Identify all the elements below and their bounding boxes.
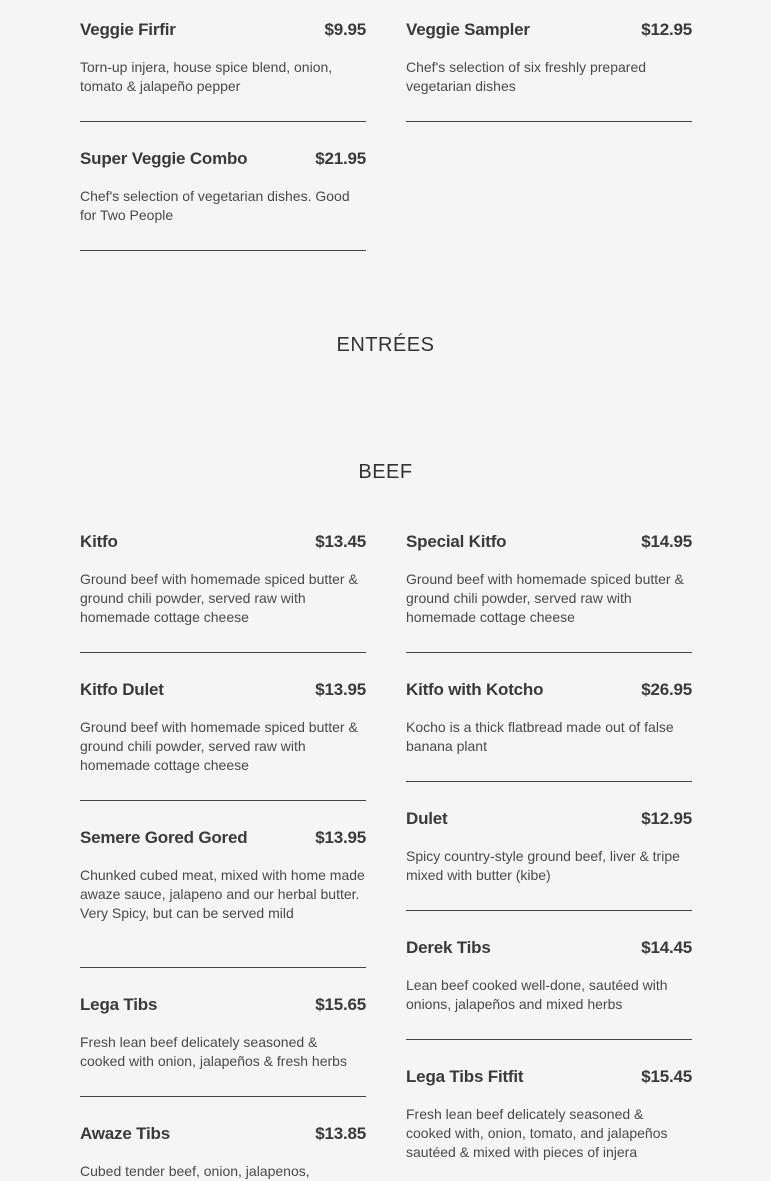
menu-item-lega-tibs — [80, 995, 366, 1097]
item-price: $13.85 — [315, 1124, 366, 1143]
item-name: Veggie Firfir — [80, 20, 176, 39]
item-price: $12.95 — [641, 809, 692, 828]
menu-item-dulet — [406, 809, 692, 911]
item-description: Chef's selection of six freshly prepared vegetarian dishes — [406, 59, 647, 94]
menu-item-veggie-sampler — [406, 20, 692, 122]
menu-item-veggie-firfir — [80, 20, 366, 122]
item-description: Torn-up injera, house spice blend, onion, tomato & jalapeño pepper — [80, 59, 333, 94]
item-price: $21.95 — [315, 149, 366, 168]
item-price: $9.95 — [324, 20, 366, 39]
item-name: Veggie Sampler — [406, 20, 530, 39]
item-name: Semere Gored Gored — [80, 828, 248, 847]
section-heading-entrees: ENTRÉES — [336, 334, 435, 356]
menu-item-special-kitfo — [406, 532, 692, 653]
item-price: $15.45 — [641, 1067, 692, 1086]
item-price: $13.95 — [315, 680, 366, 699]
item-description: Ground beef with homemade spiced butter & ground chili powder, served raw with homemade cottage cheese — [80, 719, 358, 773]
menu-item-kitfo-dulet — [80, 680, 366, 801]
item-price: $14.95 — [641, 532, 692, 551]
item-description: Lean beef cooked well-done, sautéed with onions, jalapeños and mixed herbs — [406, 977, 668, 1012]
item-price: $26.95 — [641, 680, 692, 699]
item-name: Super Veggie Combo — [80, 149, 248, 168]
item-name: Special Kitfo — [406, 532, 507, 551]
item-name: Kitfo — [80, 532, 118, 551]
menu-item-semere-gored-gored — [80, 828, 366, 968]
item-price: $12.95 — [641, 20, 692, 39]
item-description: Spicy country-style ground beef, liver & tripe mixed with butter (kibe) — [406, 848, 680, 883]
item-description: Ground beef with homemade spiced butter & ground chili powder, served raw with homemade cottage cheese — [406, 571, 684, 625]
item-description: Kocho is a thick flatbread made out of false banana plant — [406, 719, 674, 754]
item-description: Fresh lean beef delicately seasoned & cooked with onion, jalapeños & fresh herbs — [80, 1034, 347, 1069]
item-name: Lega Tibs Fitfit — [406, 1067, 524, 1086]
item-price: $15.65 — [315, 995, 366, 1014]
item-name: Kitfo Dulet — [80, 680, 164, 699]
item-price: $13.45 — [315, 532, 366, 551]
item-name: Dulet — [406, 809, 448, 828]
item-description: Fresh lean beef delicately seasoned & cooked with, onion, tomato, and jalapeños sautéed & mixed with pieces of injera — [406, 1106, 668, 1160]
menu-item-lega-tibs-fitfit — [406, 1067, 692, 1181]
item-description: Cubed tender beef, onion, jalapenos, — [80, 1163, 310, 1179]
menu-item-awaze-tibs — [80, 1124, 366, 1181]
menu-item-kitfo — [80, 532, 366, 653]
item-name: Derek Tibs — [406, 938, 491, 957]
item-name: Awaze Tibs — [80, 1124, 170, 1143]
menu-item-super-veggie-combo — [80, 149, 366, 251]
section-heading-beef: BEEF — [358, 461, 413, 483]
item-description: Ground beef with homemade spiced butter & ground chili powder, served raw with homemade cottage cheese — [80, 571, 358, 625]
item-name: Lega Tibs — [80, 995, 158, 1014]
menu-item-derek-tibs — [406, 938, 692, 1040]
item-price: $13.95 — [315, 828, 366, 847]
item-price: $14.45 — [641, 938, 692, 957]
item-description: Chef's selection of vegetarian dishes. Good for Two People — [80, 188, 350, 223]
item-description: Chunked cubed meat, mixed with home made awaze sauce, jalapeno and our herbal butter. Very Spicy, but can be served mild — [80, 867, 365, 921]
menu-item-kitfo-with-kotcho — [406, 680, 692, 782]
item-name: Kitfo with Kotcho — [406, 680, 544, 699]
